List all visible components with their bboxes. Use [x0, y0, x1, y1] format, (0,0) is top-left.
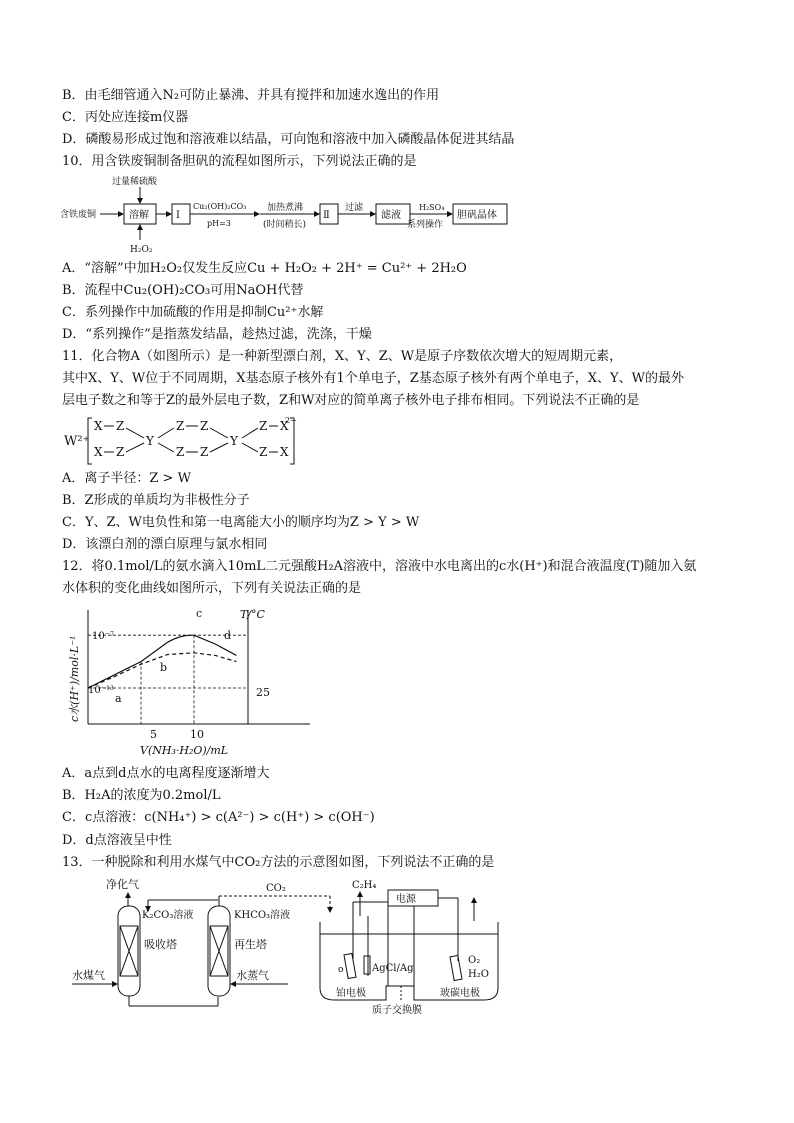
flow-arrow4-top: 过滤 — [345, 203, 364, 213]
label-membrane: 质子交换膜 — [372, 1005, 422, 1016]
svg-text:X: X — [94, 419, 103, 433]
label-power: 电源 — [396, 894, 416, 905]
label-purified-gas: 净化气 — [106, 878, 139, 891]
flow-box2-label: Ⅰ — [176, 210, 180, 221]
chart-y2-label: T/°C — [240, 608, 265, 621]
flow-start: 含铁废铜 — [60, 210, 97, 220]
x-tick-5: 5 — [150, 728, 157, 741]
label-absorber: 吸收塔 — [144, 938, 177, 951]
chart-y-label: c水(H⁺)/mol·L⁻¹ — [68, 635, 81, 722]
flow-box4-label: 滤液 — [381, 210, 401, 221]
svg-text:X: X — [280, 445, 289, 459]
svg-text:X: X — [280, 419, 289, 433]
q9-option-d: D．磷酸易形成过饱和溶液难以结晶，可向饱和溶液中加入磷酸晶体促进其结晶 — [62, 132, 515, 147]
q11-stem-2: 其中X、Y、W位于不同周期，X基态原子核外有1个单电子，Z基态原子核外有两个单电子，X、Y、W的最外 — [62, 371, 684, 386]
q11-stem-3: 层电子数之和等于Z的最外层电子数，Z和W对应的简单离子核外电子排布相同。下列说法不正确的是 — [62, 393, 640, 408]
y2-tick-25: 25 — [256, 686, 270, 699]
q11-structure — [62, 412, 302, 468]
q11-option-b: B．Z形成的单质均为非极性分子 — [62, 493, 250, 508]
q12-option-d: D．d点溶液呈中性 — [62, 833, 172, 848]
q12-option-c: C．c点溶液：c(NH₄⁺) > c(A²⁻) > c(H⁺) > c(OH⁻) — [62, 810, 375, 825]
q13-stem: 13．一种脱除和利用水煤气中CO₂方法的示意图如图，下列说法不正确的是 — [62, 855, 495, 870]
q12-stem-2: 水体积的变化曲线如图所示，下列有关说法正确的是 — [62, 581, 362, 596]
svg-text:Z: Z — [200, 445, 209, 459]
svg-text:X: X — [94, 445, 103, 459]
svg-text:Z: Z — [116, 419, 125, 433]
q10-option-d: D．“系列操作”是指蒸发结晶，趁热过滤，洗涤，干燥 — [62, 327, 372, 342]
label-pt-electrode: 铂电极 — [336, 988, 366, 999]
svg-text:Z: Z — [259, 445, 268, 459]
point-a: a — [115, 692, 122, 705]
q10-stem: 10．用含铁废铜制备胆矾的流程如图所示，下列说法正确的是 — [62, 154, 417, 169]
svg-text:Z: Z — [200, 419, 209, 433]
q12-option-b: B．H₂A的浓度为0.2mol/L — [62, 788, 221, 803]
q11-stem-1: 11．化合物A（如图所示）是一种新型漂白剂，X、Y、Z、W是原子序数依次增大的短周期元素， — [62, 349, 623, 364]
label-glassy-carbon: 玻碳电极 — [440, 988, 480, 999]
flow-box1-label: 溶解 — [129, 210, 149, 221]
structure-charge: 2− — [285, 416, 297, 425]
q9-option-b: B．由毛细管通入N₂可防止暴沸、并具有搅拌和加速水逸出的作用 — [62, 88, 440, 103]
flow-arrow2-bottom: pH=3 — [207, 219, 231, 228]
point-c: c — [196, 607, 203, 620]
q10-option-b: B．流程中Cu₂(OH)₂CO₃可用NaOH代替 — [62, 283, 304, 298]
flow-arrow3-top: 加热煮沸 — [267, 203, 304, 213]
label-water-gas: 水煤气 — [72, 969, 105, 982]
q11-option-d: D．该漂白剂的漂白原理与氯水相同 — [62, 537, 268, 552]
platinum-electrode — [344, 953, 356, 978]
label-regenerator: 再生塔 — [234, 938, 267, 951]
chart-x-label: V(NH₃·H₂O)/mL — [140, 744, 229, 757]
flow-arrow2-top: Cu₂(OH)₂CO₃ — [193, 202, 247, 211]
point-d: d — [224, 629, 232, 642]
label-h2o: H₂O — [468, 969, 489, 980]
structure-y-left: Y — [146, 434, 154, 448]
q12-option-a: A．a点到d点水的电离程度逐渐增大 — [62, 766, 270, 781]
label-c2h4: C₂H₄ — [352, 880, 377, 891]
flow-reagent-top: 过量稀硫酸 — [112, 177, 158, 187]
svg-text:Z: Z — [259, 419, 268, 433]
label-co2: CO₂ — [266, 883, 286, 894]
y-tick-high: 10⁻⁷ — [92, 631, 115, 642]
q10-option-a: A．“溶解”中加H₂O₂仅发生反应Cu + H₂O₂ + 2H⁺ = Cu²⁺ + 2H₂O — [62, 261, 467, 276]
q10-option-c: C．系列操作中加硫酸的作用是抑制Cu²⁺水解 — [62, 305, 324, 320]
label-khco3: KHCO₃溶液 — [234, 910, 291, 921]
q11-option-a: A．离子半径：Z > W — [62, 471, 191, 486]
label-o2: O₂ — [468, 955, 481, 966]
svg-text:o: o — [338, 965, 344, 975]
glassy-carbon-electrode — [450, 955, 462, 980]
svg-text:Z: Z — [176, 419, 185, 433]
label-steam: 水蒸气 — [236, 969, 269, 982]
q12-chart — [60, 602, 310, 760]
flow-arrow5-bottom: 系列操作 — [407, 220, 444, 230]
structure-cation: W²⁺ — [64, 434, 90, 449]
x-tick-10: 10 — [190, 728, 204, 741]
flow-arrow3-bottom: (时间稍长) — [263, 220, 307, 230]
flow-box3-label: Ⅱ — [323, 210, 330, 221]
q9-option-c: C．丙处应连接m仪器 — [62, 110, 189, 125]
svg-text:Z: Z — [176, 445, 185, 459]
label-k2co3: K₂CO₃溶液 — [142, 910, 194, 921]
y-tick-low: 10⁻¹³ — [88, 685, 115, 696]
q10-flowchart — [60, 172, 520, 258]
point-b: b — [160, 661, 168, 674]
flow-arrow5-top: H₂SO₄ — [419, 203, 445, 212]
label-agcl-ag: AgCl/Ag — [372, 963, 414, 974]
svg-text:Z: Z — [116, 445, 125, 459]
flow-box5-label: 胆矾晶体 — [457, 210, 497, 221]
flow-box-i — [172, 204, 190, 224]
q11-option-c: C．Y、Z、W电负性和第一电离能大小的顺序均为Z > Y > W — [62, 515, 420, 530]
structure-y-right: Y — [230, 434, 238, 448]
flow-reagent-bottom: H₂O₂ — [130, 245, 153, 255]
q13-diagram — [68, 876, 528, 1016]
q12-stem-1: 12．将0.1mol/L的氨水滴入10mL二元强酸H₂A溶液中，溶液中水电离出的c水(H⁺)和混合液温度(T)随加入氨 — [62, 559, 697, 574]
agcl-ag-electrode — [364, 956, 370, 974]
